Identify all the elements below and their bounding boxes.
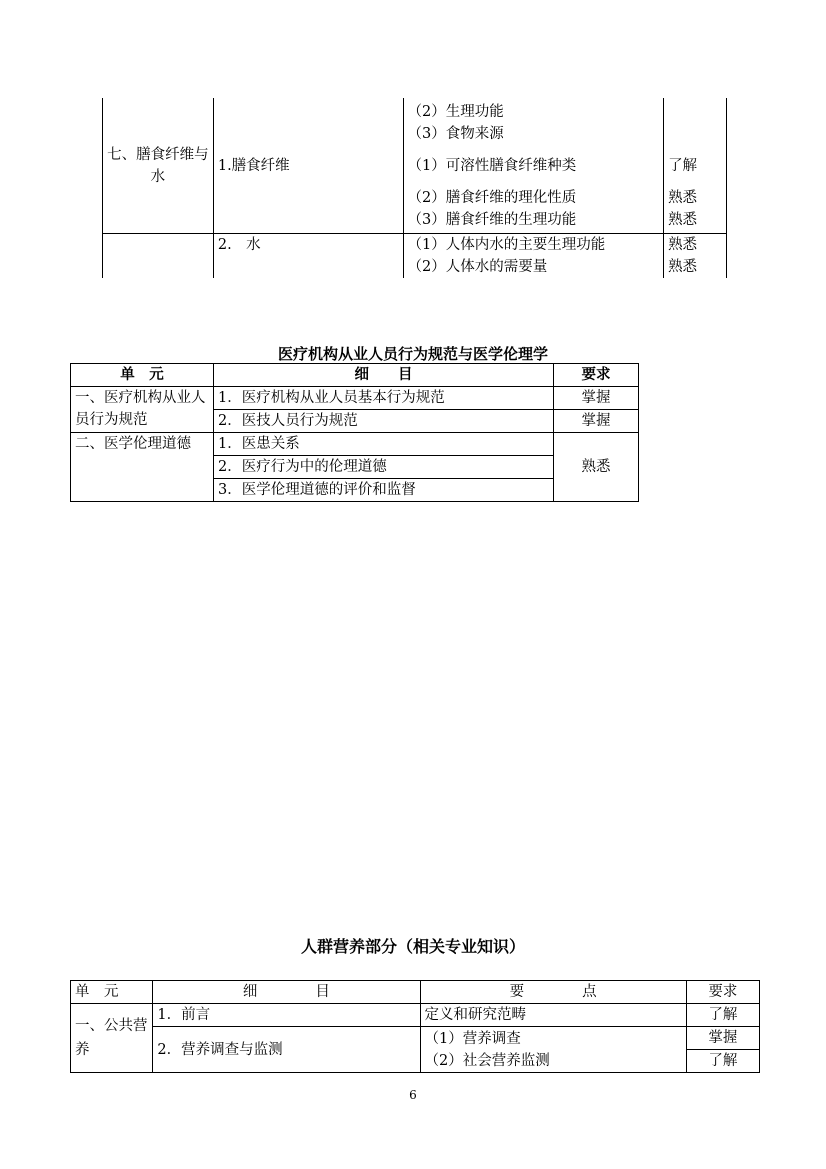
header-item: 细 目 [214, 364, 554, 387]
item-req: 了解 [686, 1050, 759, 1073]
item-text: 1．医疗机构从业人员基本行为规范 [214, 387, 554, 410]
item-req: 了解 [686, 1004, 759, 1027]
item-text: 2．医疗行为中的伦理道德 [214, 456, 554, 479]
header-unit: 单 元 [71, 364, 214, 387]
item-text: 1．前言 [153, 1004, 420, 1027]
unit-cell-empty [103, 234, 214, 279]
points-cell [420, 1027, 686, 1073]
ethics-table [70, 363, 639, 502]
header-req: 要求 [554, 364, 639, 387]
req-cell [664, 234, 727, 279]
item-text: 1．医患关系 [214, 433, 554, 456]
item-cell: 2. 水 [213, 234, 403, 279]
point-line: （3）食物来源 [407, 125, 504, 142]
item-req: 掌握 [686, 1027, 759, 1050]
req-cell [664, 98, 727, 234]
nutrition-table [70, 980, 760, 1073]
point-line: （2）社会营养监测 [424, 1052, 550, 1069]
item-req: 掌握 [554, 387, 639, 410]
point-line: （2）生理功能 [407, 103, 504, 120]
page-number: 6 [409, 1088, 417, 1102]
point-line: （1）人体内水的主要生理功能 [407, 237, 606, 253]
unit-name: 二、医学伦理道德 [71, 433, 214, 502]
item-cell: 1.膳食纤维 [213, 98, 403, 234]
header-item: 细 目 [153, 981, 420, 1004]
item-req: 熟悉 [554, 433, 639, 502]
item-text: 2．营养调查与监测 [153, 1027, 420, 1073]
point-line: （1）营养调查 [424, 1030, 521, 1047]
req-line: 熟悉 [668, 189, 698, 206]
header-unit: 单 元 [71, 981, 153, 1004]
req-line [668, 123, 722, 145]
req-line: 熟悉 [668, 211, 698, 228]
point-line: （2）人体水的需要量 [407, 259, 548, 275]
point-text: 定义和研究范畴 [420, 1004, 686, 1027]
req-line: 熟悉 [668, 259, 698, 275]
req-line: 熟悉 [668, 237, 698, 253]
header-point: 要 点 [420, 981, 686, 1004]
unit-cell: 七、膳食纤维与水 [103, 98, 214, 234]
header-req: 要求 [686, 981, 759, 1004]
point-line: （1）可溶性膳食纤维种类 [407, 157, 577, 174]
point-line: （2）膳食纤维的理化性质 [407, 189, 577, 206]
nutrition-title: 人群营养部分（相关专业知识） [300, 937, 525, 956]
unit-name: 一、医疗机构从业人员行为规范 [71, 387, 214, 433]
points-cell [403, 234, 664, 279]
point-line: （3）膳食纤维的生理功能 [407, 211, 577, 228]
item-text: 2．医技人员行为规范 [214, 410, 554, 433]
unit-name: 一、公共营养 [71, 1004, 153, 1073]
ethics-title: 医疗机构从业人员行为规范与医学伦理学 [277, 345, 548, 363]
req-line [668, 101, 722, 123]
item-req: 掌握 [554, 410, 639, 433]
points-cell [403, 98, 664, 234]
nutrient-table-continued [102, 98, 727, 278]
req-line: 了解 [668, 157, 698, 174]
item-text: 3．医学伦理道德的评价和监督 [214, 479, 554, 502]
